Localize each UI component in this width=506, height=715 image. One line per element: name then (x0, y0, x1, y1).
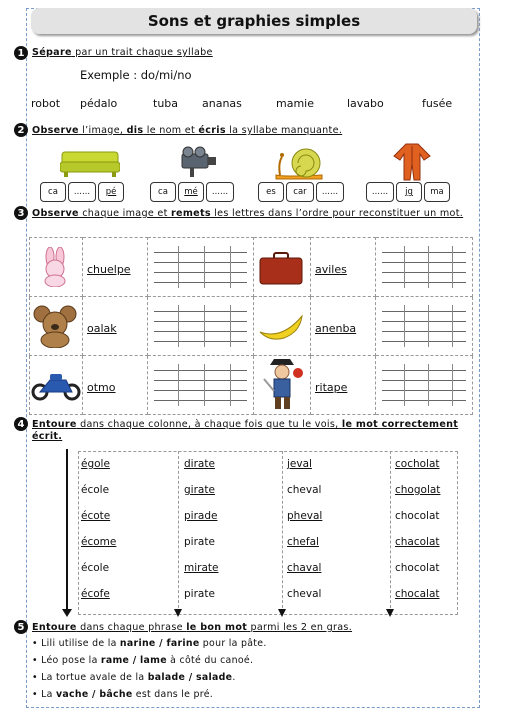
pirate-icon (254, 357, 310, 413)
sentence: • La tortue avale de la balade / salade. (32, 672, 236, 683)
word-choice[interactable]: vache / bâche (55, 689, 133, 700)
candidate-word[interactable]: égole (81, 458, 110, 470)
syllable-box: es (258, 182, 284, 202)
exercise-4-number: 4 (14, 417, 28, 431)
candidate-word[interactable]: pirate (184, 588, 215, 600)
snail-icon (274, 143, 326, 181)
scrambled-word: chuelpe (87, 262, 131, 276)
writing-lines[interactable] (148, 356, 254, 415)
candidate-word[interactable]: girate (184, 484, 215, 496)
sentence: • Léo pose la rame / lame à côté du canoé. (32, 655, 254, 666)
candidate-word[interactable]: écome (81, 536, 117, 548)
ex1-word: mamie (276, 97, 314, 110)
exercise-1-example: Exemple : do/mi/no (80, 68, 192, 82)
exercise-1-number: 1 (14, 46, 28, 60)
scrambled-word-cell (83, 356, 148, 415)
candidate-word[interactable]: écote (81, 510, 111, 522)
syllable-box: mé (178, 182, 204, 202)
candidate-word[interactable]: mirate (184, 562, 219, 574)
rabbit-icon (30, 247, 82, 287)
sentence: • La vache / bâche est dans le pré. (32, 689, 214, 700)
syllable-box[interactable]: ...... (316, 182, 344, 202)
syllable-box: ca (150, 182, 176, 202)
candidate-word[interactable]: dirate (184, 458, 215, 470)
image-cell (254, 297, 311, 356)
table-row (30, 297, 473, 356)
exercise-3-table (29, 237, 473, 415)
word-choice[interactable]: balade / salade (147, 672, 233, 683)
camera-icon (176, 146, 218, 178)
banana-icon (254, 306, 310, 346)
image-cell (30, 238, 83, 297)
candidate-word[interactable]: pirade (184, 510, 218, 522)
candidate-word[interactable]: cheval (287, 484, 322, 496)
candidate-word[interactable]: chocolat (395, 562, 440, 574)
candidate-word[interactable]: chacolat (395, 536, 440, 548)
koala-icon (30, 304, 82, 348)
image-cell (30, 297, 83, 356)
coverall-icon (392, 142, 432, 182)
scrambled-word: ritape (315, 380, 348, 394)
exercise-5-instruction: Entoure dans chaque phrase le bon mot parmi les 2 en gras. (32, 622, 353, 633)
exercise-1-instruction: Sépare par un trait chaque syllabe (32, 47, 213, 58)
writing-lines[interactable] (148, 297, 254, 356)
candidate-word[interactable]: cocholat (395, 458, 440, 470)
word-column (287, 451, 322, 607)
syllable-box: ca (40, 182, 66, 202)
candidate-word[interactable]: jeval (287, 458, 312, 470)
candidate-word[interactable]: chocolat (395, 510, 440, 522)
word-column (81, 451, 116, 607)
candidate-word[interactable]: école (81, 484, 110, 496)
image-cell (254, 356, 311, 415)
word-choice[interactable]: narine / farine (119, 638, 200, 649)
ex1-word: ananas (202, 97, 242, 110)
candidate-word[interactable]: chaval (287, 562, 322, 574)
ex1-word: tuba (153, 97, 179, 110)
exercise-4-instruction: Entoure dans chaque colonne, à chaque fois que tu le vois, le mot correctement écrit. (32, 419, 459, 442)
syllable-box: jg (396, 182, 422, 202)
writing-lines[interactable] (148, 238, 254, 297)
candidate-word[interactable]: pirate (184, 536, 215, 548)
candidate-word[interactable]: chocalat (395, 588, 440, 600)
syllable-box: pé (98, 182, 124, 202)
scrambled-word-cell (83, 238, 148, 297)
word-column (395, 451, 440, 607)
candidate-word[interactable]: pheval (287, 510, 323, 522)
ex1-word: fusée (422, 97, 453, 110)
candidate-word[interactable]: écofe (81, 588, 110, 600)
exercise-2-instruction: Observe l’image, dis le nom et écris la syllabe manquante. (32, 125, 343, 136)
word-column (184, 451, 218, 607)
exercise-5-number: 5 (14, 620, 28, 634)
table-row (30, 356, 473, 415)
sentence: • Lili utilise de la narine / farine pour la pâte. (32, 638, 267, 649)
page-title: Sons et graphies simples (31, 8, 477, 34)
writing-lines[interactable] (376, 356, 473, 415)
scrambled-word: oalak (87, 321, 117, 335)
scrambled-word: otmo (87, 380, 116, 394)
exercise-2-number: 2 (14, 123, 28, 137)
scrambled-word-cell (311, 238, 376, 297)
syllable-box[interactable]: ...... (206, 182, 234, 202)
scrambled-word-cell (83, 297, 148, 356)
writing-lines[interactable] (376, 297, 473, 356)
scrambled-word: anenba (315, 321, 357, 335)
candidate-word[interactable]: cheval (287, 588, 322, 600)
candidate-word[interactable]: école (81, 562, 110, 574)
syllable-box[interactable]: ...... (68, 182, 96, 202)
image-cell (30, 356, 83, 415)
table-row (30, 238, 473, 297)
image-cell (254, 238, 311, 297)
scrambled-word-cell (311, 356, 376, 415)
suitcase-icon (254, 247, 310, 287)
ex1-word: lavabo (347, 97, 384, 110)
exercise-3-number: 3 (14, 206, 28, 220)
sofa-icon (60, 148, 120, 178)
word-choice[interactable]: rame / lame (100, 655, 167, 666)
scrambled-word: aviles (315, 262, 347, 276)
syllable-box: car (286, 182, 314, 202)
syllable-box[interactable]: ...... (366, 182, 394, 202)
syllable-box: ma (424, 182, 450, 202)
exercise-3-instruction: Observe chaque image et remets les lettres dans l’ordre pour reconstituer un mot. (32, 208, 464, 219)
ex1-word: pédalo (80, 97, 118, 110)
writing-lines[interactable] (376, 238, 473, 297)
scrambled-word-cell (311, 297, 376, 356)
ex1-word: robot (31, 97, 61, 110)
candidate-word[interactable]: chogolat (395, 484, 441, 496)
motorbike-icon (30, 368, 82, 402)
candidate-word[interactable]: chefal (287, 536, 319, 548)
